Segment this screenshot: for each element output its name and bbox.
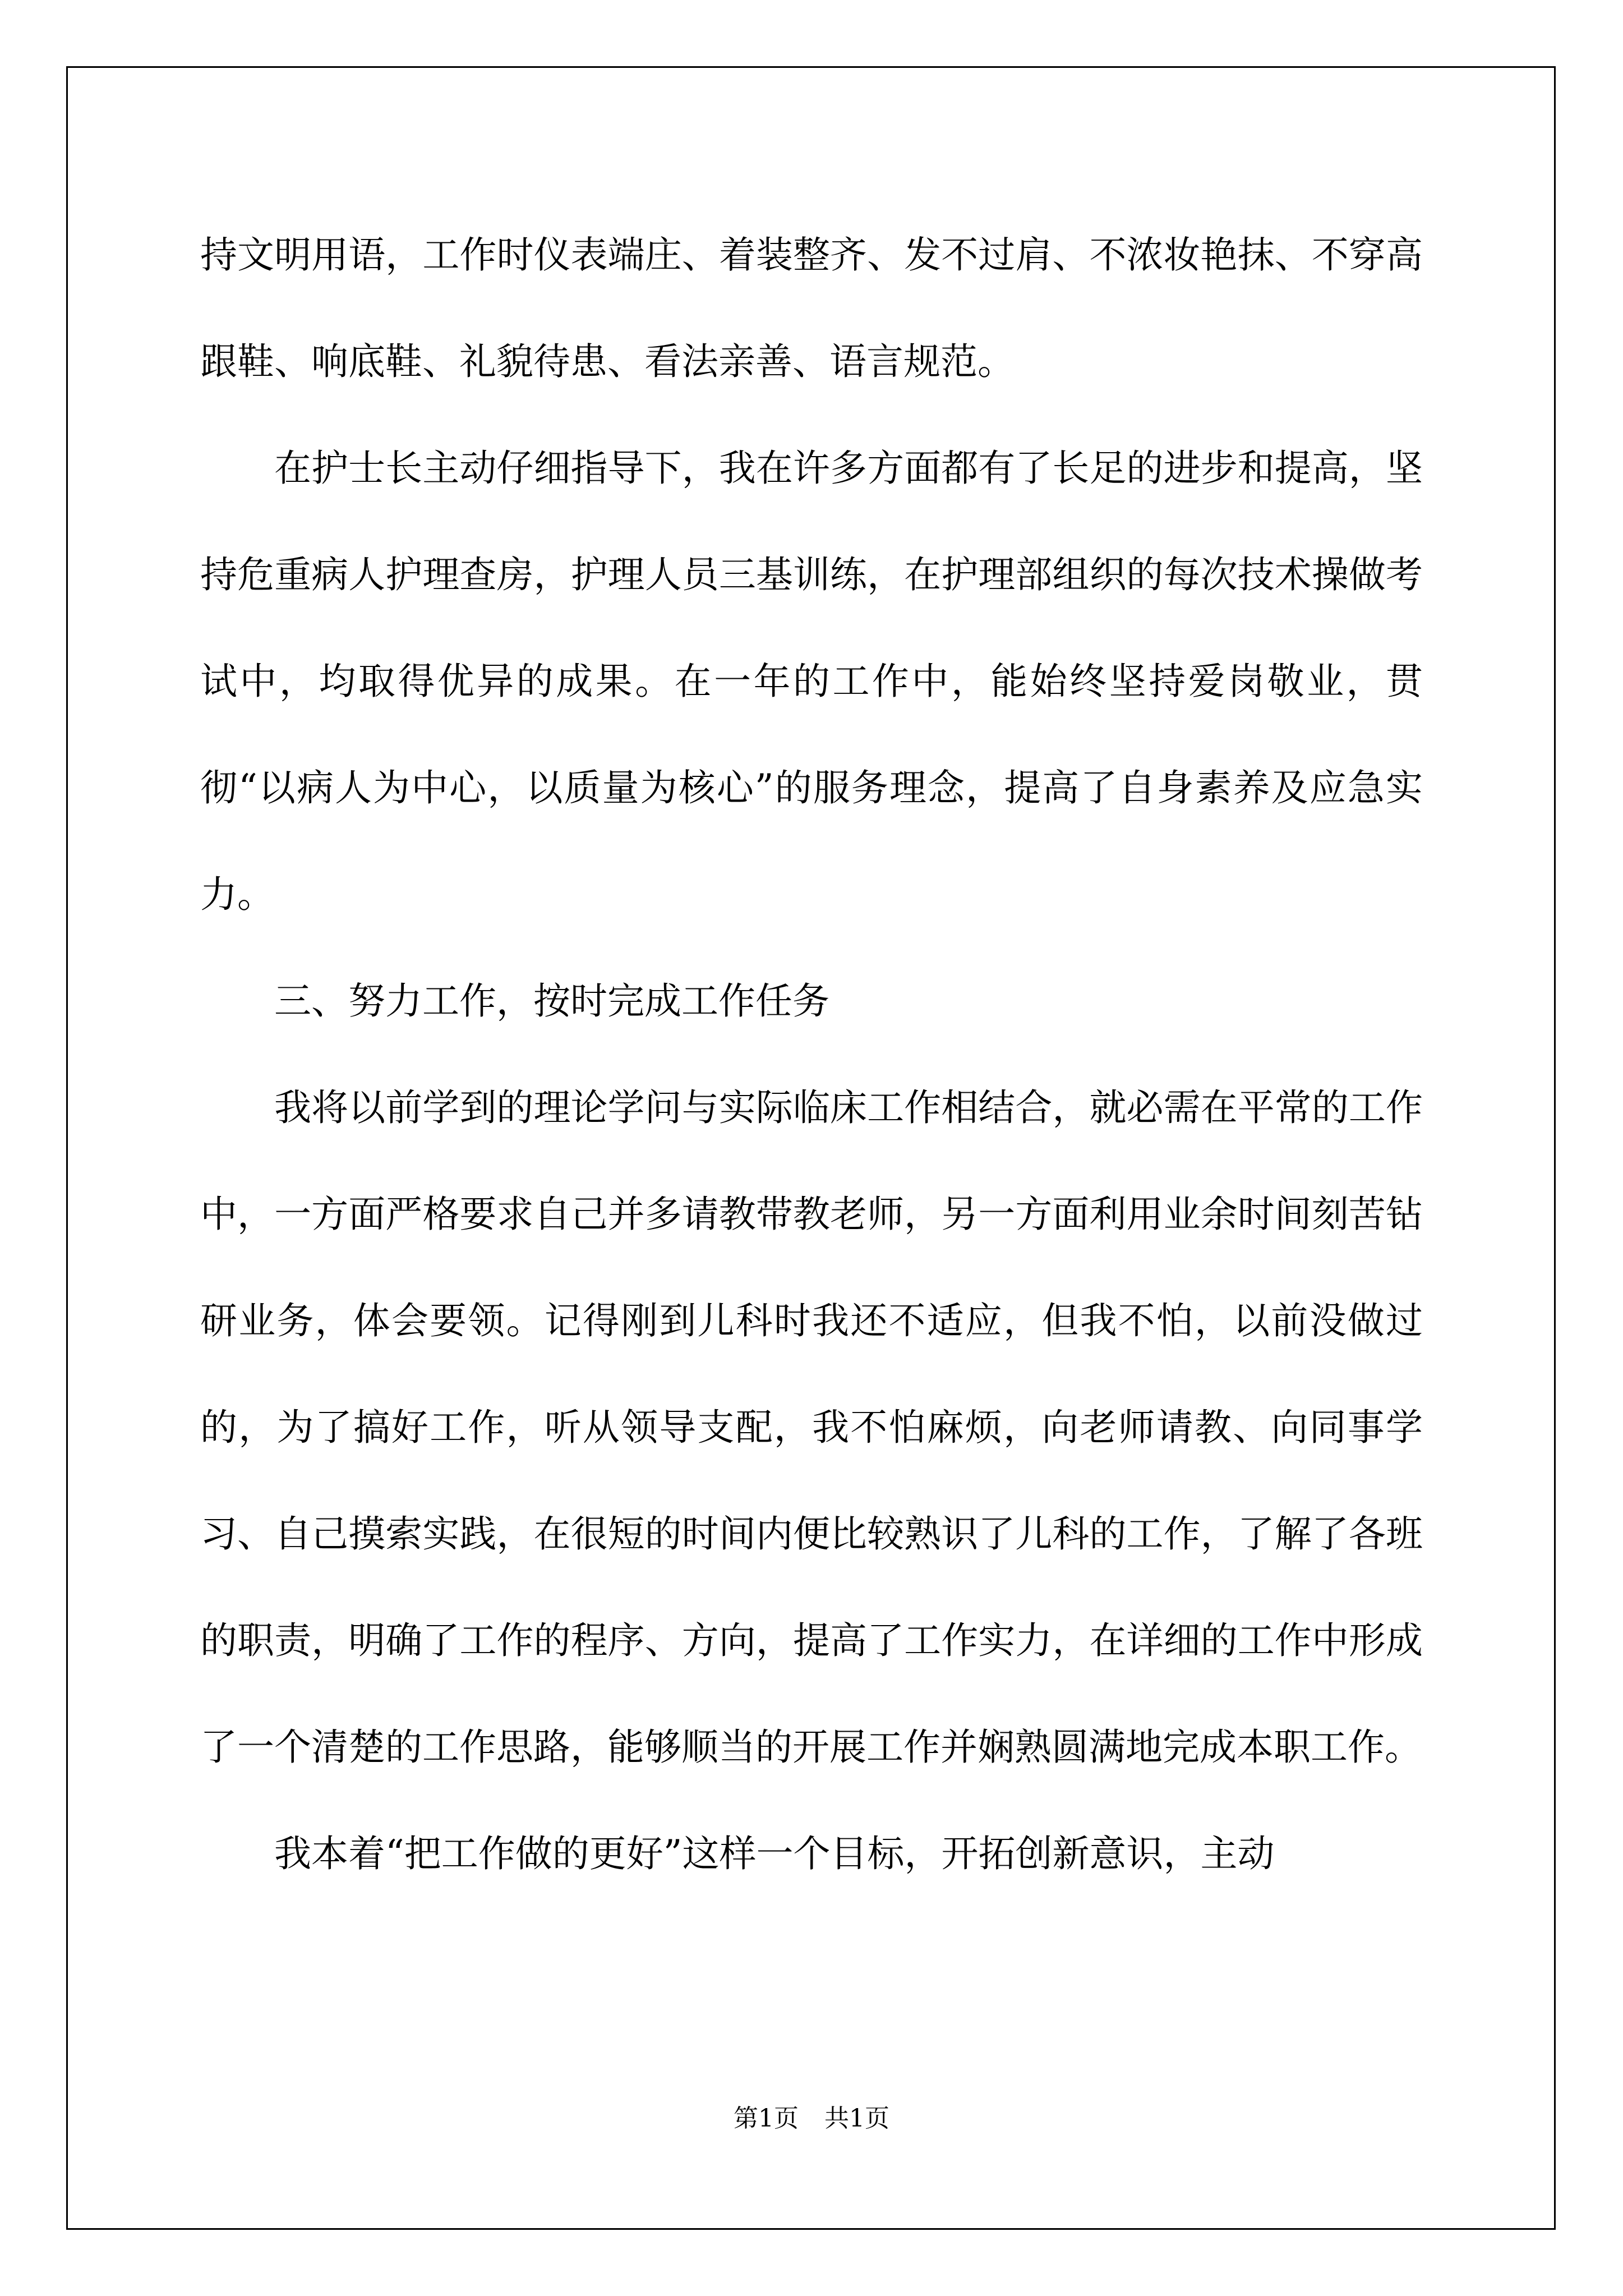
section-heading: 三、努力工作，按时完成工作任务: [274, 979, 829, 1023]
paragraph-1: 持文明用语，工作时仪表端庄、着装整齐、发不过肩、不浓妆艳抹、不穿高跟鞋、响底鞋、礼貌待患、看法亲善、语言规范。: [200, 233, 1423, 383]
paragraph-3: 我将以前学到的理论学问与实际临床工作相结合，就必需在平常的工作中，一方面严格要求自己并多请教带教老师，另一方面利用业余时间刻苦钻研业务，体会要领。记得刚到儿科时我还不适应，但我不怕，以前没做过的，为了搞好工作，听从领导支配，我不怕麻烦，向老师请教、向同事学习、自己摸索实践，在很短的时间内便比较熟识了儿科的工作，了解了各班的职责，明确了工作的程序、方向，提高了工作实力，在详细的工作中形成了一个清楚的工作思路，能够顺当的开展工作并娴熟圆满地完成本职工作。: [200, 1086, 1423, 1769]
document-body: [200, 202, 1423, 1907]
page-total: 共1页: [824, 2104, 889, 2133]
paragraph-4: 我本着“把工作做的更好”这样一个目标，开拓创新意识，主动: [274, 1832, 1275, 1875]
paragraph-2: 在护士长主动仔细指导下，我在许多方面都有了长足的进步和提高，坚持危重病人护理查房，护理人员三基训练，在护理部组织的每次技术操做考试中，均取得优异的成果。在一年的工作中，能始终坚持爱岗敬业，贯彻“以病人为中心，以质量为核心”的服务理念，提高了自身素养及应急实力。: [200, 447, 1423, 916]
page-number: 第1页: [734, 2104, 799, 2133]
page-footer: [0, 2098, 1623, 2134]
